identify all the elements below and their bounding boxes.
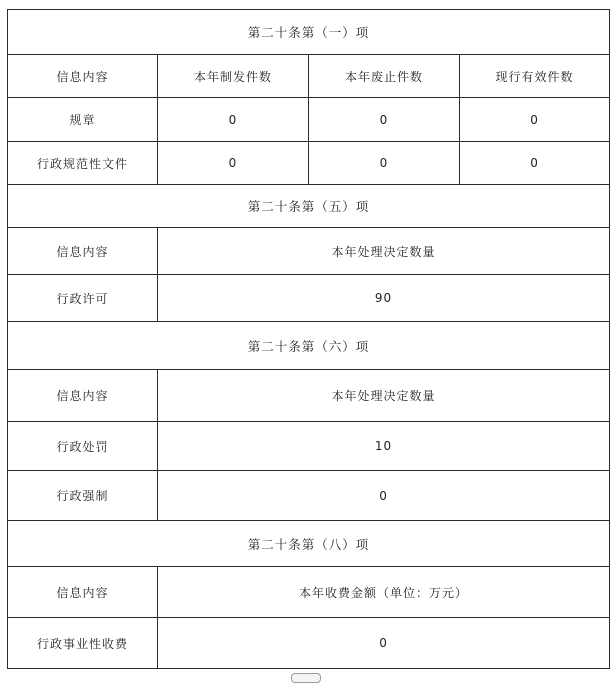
column-header: 本年废止件数 [309,55,460,98]
row-label: 规章 [8,98,158,142]
cell-value: 10 [158,422,610,471]
column-header: 本年处理决定数量 [158,228,610,275]
column-header: 本年制发件数 [158,55,309,98]
section-title: 第二十条第（六）项 [8,322,610,370]
section-title: 第二十条第（一）项 [8,10,610,55]
scroll-handle[interactable] [291,673,321,683]
cell-value: 0 [158,618,610,669]
row-label: 行政处罚 [8,422,158,471]
column-header: 本年收费金额（单位：万元） [158,567,610,618]
column-header: 信息内容 [8,370,158,422]
row-label: 行政强制 [8,471,158,521]
column-header: 信息内容 [8,228,158,275]
column-header-row [8,55,610,98]
section-header-row [8,10,610,55]
cell-value: 0 [158,98,309,142]
table-row [8,98,610,142]
column-header: 本年处理决定数量 [158,370,610,422]
cell-value: 0 [158,142,309,185]
column-header: 信息内容 [8,55,158,98]
row-label: 行政规范性文件 [8,142,158,185]
disclosure-table [7,9,610,669]
table-row [8,275,610,322]
table-row [8,142,610,185]
column-header: 信息内容 [8,567,158,618]
cell-value: 0 [460,98,610,142]
table-row [8,618,610,669]
cell-value: 0 [158,471,610,521]
table-row [8,422,610,471]
cell-value: 0 [460,142,610,185]
cell-value: 0 [309,98,460,142]
table-row [8,471,610,521]
section-title: 第二十条第（八）项 [8,521,610,567]
section-title: 第二十条第（五）项 [8,185,610,228]
section-header-row [8,185,610,228]
cell-value: 0 [309,142,460,185]
column-header-row [8,228,610,275]
section-header-row [8,521,610,567]
column-header-row [8,370,610,422]
section-header-row [8,322,610,370]
column-header: 现行有效件数 [460,55,610,98]
cell-value: 90 [158,275,610,322]
column-header-row [8,567,610,618]
row-label: 行政许可 [8,275,158,322]
row-label: 行政事业性收费 [8,618,158,669]
